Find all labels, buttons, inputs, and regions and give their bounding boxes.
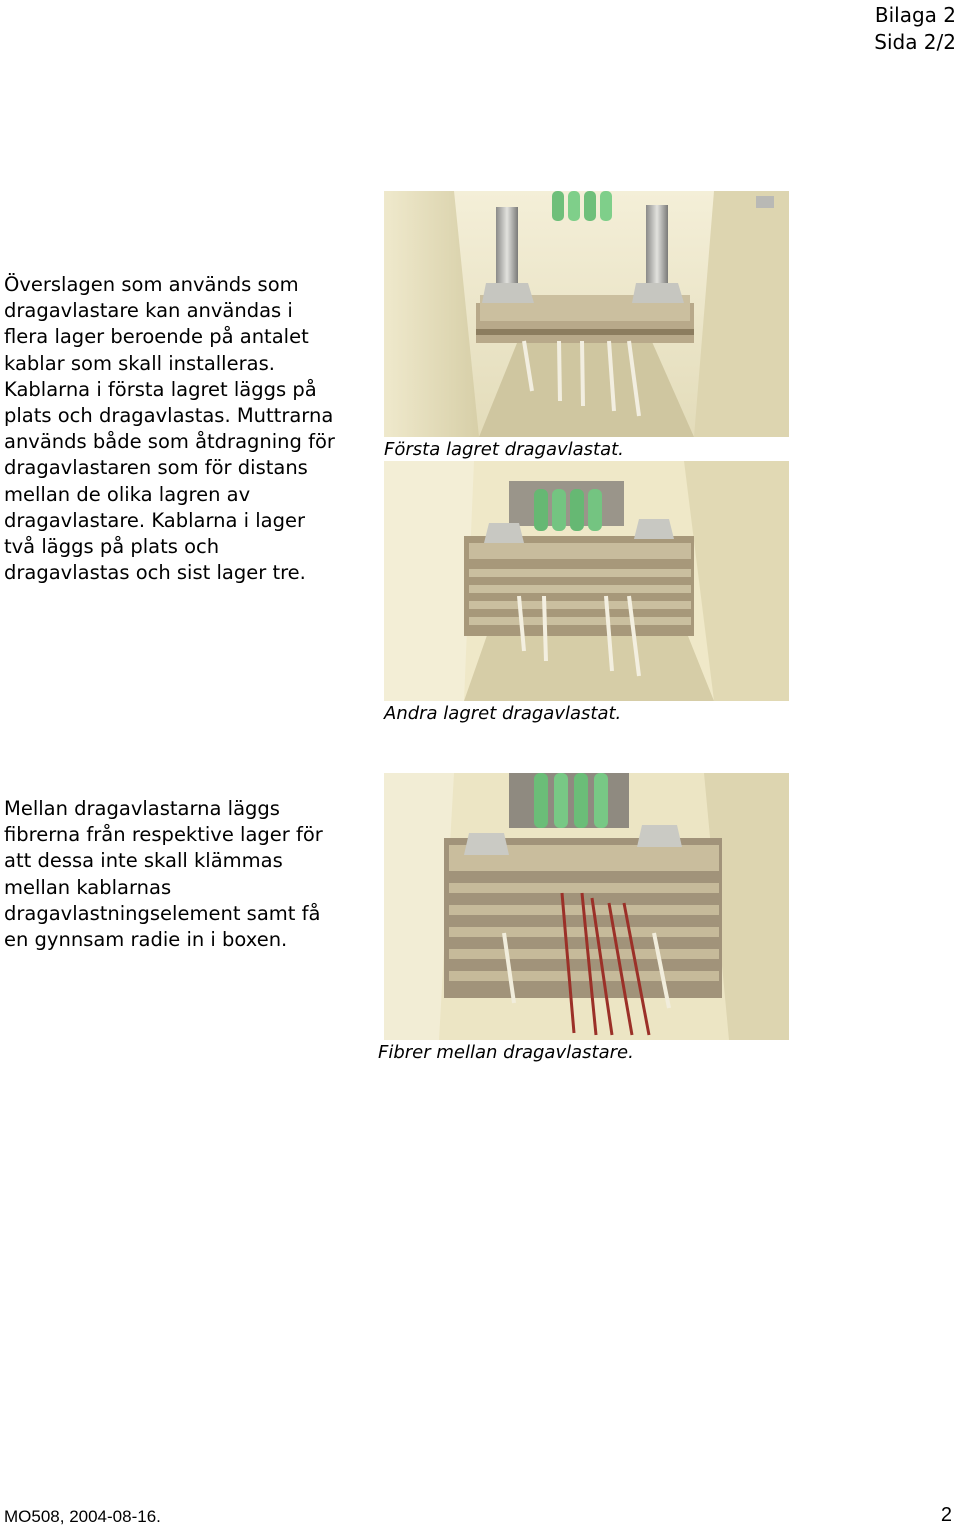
photo-caption: Fibrer mellan dragavlastare. — [378, 1042, 634, 1063]
layering-description: Överslagen som används som dragavlastare kan användas i flera lager beroende på antalet kablar som skall installeras. Kablarna i första lagret läggs på plats och dragavlastas. Muttrarna används både som åtdragning för dragavlastaren som för distans mellan de olika lagren av dragavlastare. Kablarna i lager två läggs på plats och dragavlastas och sist lager tre. — [4, 273, 335, 585]
photo-caption: Första lagret dragavlastat. — [384, 439, 624, 460]
page-header — [874, 2, 956, 56]
photo-caption: Andra lagret dragavlastat. — [384, 703, 622, 724]
photo-first-layer — [384, 191, 789, 437]
photo-second-layer — [384, 461, 789, 701]
fiber-routing-description: Mellan dragavlastarna läggs fibrerna från respektive lager för att dessa inte skall klämmas mellan kablarnas dragavlastningselement samt få en gynnsam radie in i boxen. — [4, 797, 323, 952]
document-id: MO508, 2004-08-16. — [4, 1507, 161, 1526]
photo-fibers-between — [384, 773, 789, 1040]
page-indicator: Sida 2/2 — [874, 30, 956, 54]
appendix-label: Bilaga 2 — [874, 3, 956, 27]
page-number: 2 — [940, 1504, 952, 1526]
